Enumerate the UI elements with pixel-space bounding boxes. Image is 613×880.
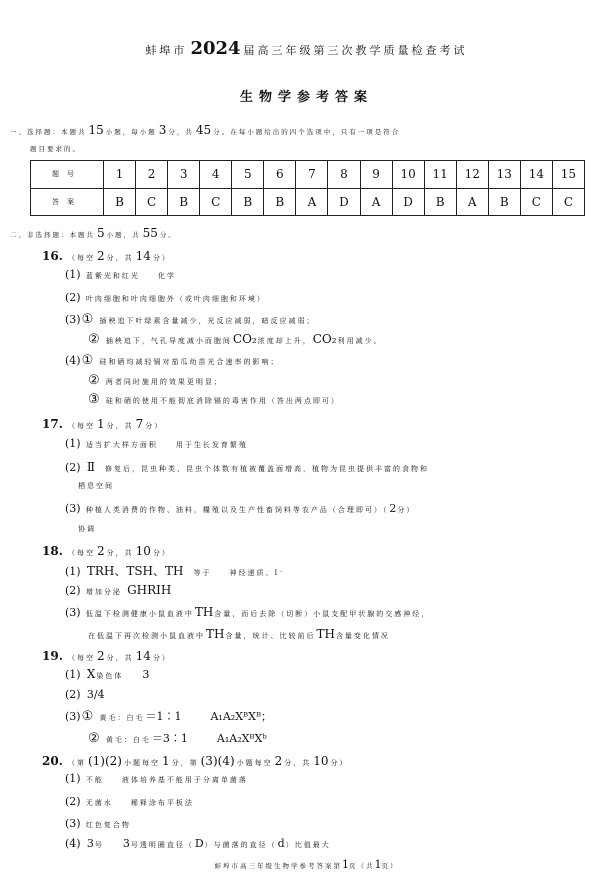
answer-cell: B — [488, 188, 520, 216]
answer-cell: A — [456, 188, 488, 216]
q16-answer-4c: ③ 硅和硒的使用不能彻底消除镉的毒害作用（答出两点即可） — [88, 392, 340, 407]
question-number-cell: 11 — [424, 161, 456, 189]
q16-answer-3b: ② 插秧追下，气孔导度减小而胞间CO₂浓度却上升，CO₂利用减少。 — [88, 332, 383, 347]
question-number-cell: 7 — [296, 161, 328, 189]
exam-title — [0, 38, 613, 59]
q19-number: 19. — [42, 649, 63, 663]
exam-city: 蚌埠市 — [145, 44, 188, 57]
answer-row — [31, 188, 585, 216]
question-label: 题号 — [31, 161, 104, 189]
q20-number: 20. — [42, 754, 63, 768]
q18-answer-3b: 在低温下再次检测小鼠血液中TH含量，统计、比较前后TH含量变化情况 — [88, 627, 390, 641]
subject-title: 生物学参考答案 — [239, 90, 373, 105]
question-number-cell: 5 — [232, 161, 264, 189]
section2-heading: 二、非选择题：本题共 5 小题，共 55 分。 — [10, 226, 177, 240]
question-number-cell: 12 — [456, 161, 488, 189]
q17-answer-2: (2) Ⅱ 修复后，昆虫种类、昆虫个体数有植被覆盖面增高，植物为昆虫提供丰富的食物和 — [65, 460, 429, 474]
question-number-cell: 8 — [328, 161, 360, 189]
q20-answer-1: (1) 不能 液体培养基不能用于分离单菌落 — [65, 772, 248, 785]
q20-answer-2: (2) 无菌水 稀释涂布平板法 — [65, 795, 194, 808]
q17-answer-2-cont: 栖息空间 — [78, 482, 114, 490]
q16-header: 16. （每空 2 分，共 14 分） — [42, 249, 171, 263]
answer-cell: B — [424, 188, 456, 216]
q19-answer-2: (2) 3/4 — [65, 688, 105, 701]
question-number-cell: 10 — [392, 161, 424, 189]
q18-number: 18. — [42, 544, 63, 558]
section1-heading: 一、选择题：本题共 15 小题，每小题 3 分，共 45 分。在每小题给出的四个选项中，只有一项是符合 — [10, 123, 401, 137]
question-number-cell: 13 — [488, 161, 520, 189]
answer-cell: B — [104, 188, 136, 216]
exam-name: 届高三年级第三次教学质量检查考试 — [243, 44, 468, 57]
section1-heading-cont: 题目要求的。 — [30, 145, 81, 153]
answer-cell: B — [264, 188, 296, 216]
answer-table — [30, 160, 585, 216]
question-row — [31, 161, 585, 189]
question-number-cell: 1 — [104, 161, 136, 189]
q18-header: 18. （每空 2 分，共 10 分） — [42, 544, 171, 558]
q19-answer-1: (1) X染色体 3 — [65, 667, 150, 681]
q16-number: 16. — [42, 249, 63, 263]
q19-answer-3a: (3)① 黄毛：白毛＝1∶1 A₁A₂XᴮXᴮ； — [65, 709, 273, 724]
answer-cell: A — [296, 188, 328, 216]
answer-label: 答案 — [31, 188, 104, 216]
q17-answer-3: (3) 种植人类消费的作物、油料，糧殖以及生产性畜饲料等农产品（合理即可）（2分） — [65, 502, 416, 515]
q16-answer-3a: (3)① 插秧追下叶绿素含量减少，光反应减弱，暗反应减弱； — [65, 312, 316, 327]
exam-year: 2024 — [190, 38, 241, 59]
q18-answer-2: (2) 增加分泌 GHRIH — [65, 583, 172, 597]
answer-cell: B — [232, 188, 264, 216]
page-footer: 蚌埠市高三年级生物学参考答案第1页（共1页） — [214, 858, 399, 871]
answer-cell: C — [520, 188, 552, 216]
q20-header: 20. （第 (1)(2) 小题每空 1 分，第 (3)(4) 小题每空 2 分，共 10 分） — [42, 754, 349, 768]
answer-cell: C — [200, 188, 232, 216]
question-number-cell: 14 — [520, 161, 552, 189]
question-number-cell: 2 — [136, 161, 168, 189]
question-number-cell: 15 — [552, 161, 584, 189]
q19-header: 19. （每空 2 分，共 14 分） — [42, 649, 171, 663]
q16-answer-2: (2) 叶肉细胞和叶肉细胞外（或叶肉细胞和环境） — [65, 291, 266, 304]
q19-answer-3b: ② 黄毛：白毛＝3∶1 A₁A₂XᴮXᵇ — [88, 731, 267, 746]
question-number-cell: 4 — [200, 161, 232, 189]
q17-number: 17. — [42, 417, 63, 431]
q20-answer-4: (4) 3号 3号透明圈直径（D）与菌落的直径（d）比值最大 — [65, 837, 331, 850]
q20-answer-3: (3) 红色复合物 — [65, 817, 131, 830]
question-number-cell: 9 — [360, 161, 392, 189]
q16-answer-4b: ② 两者同时施用的效果更明显； — [88, 373, 223, 388]
answer-cell: B — [168, 188, 200, 216]
answer-cell: D — [328, 188, 360, 216]
q16-answer-1: (1) 蓝紫光和红光 化学 — [65, 268, 176, 281]
q18-answer-3a: (3) 低温下检测健康小鼠血液中TH含量，而后去除（切断）小鼠支配甲状腺的交感神经， — [65, 605, 431, 619]
q17-answer-1: (1) 适当扩大样方面积 用于生长发育繁殖 — [65, 437, 248, 450]
answer-cell: C — [552, 188, 584, 216]
q17-header: 17. （每空 1 分，共 7 分） — [42, 417, 164, 431]
answer-cell: D — [392, 188, 424, 216]
q16-answer-4a: (4)① 硅和硒均减轻镉对茄瓜幼苗光合速率的影响； — [65, 353, 280, 368]
answer-cell: A — [360, 188, 392, 216]
question-number-cell: 3 — [168, 161, 200, 189]
answer-cell: C — [136, 188, 168, 216]
q18-answer-1: (1) TRH、TSH、TH 等于 神经递质、I⁻ — [65, 564, 285, 578]
question-number-cell: 6 — [264, 161, 296, 189]
q17-answer-3-cont: 协调 — [78, 525, 96, 533]
